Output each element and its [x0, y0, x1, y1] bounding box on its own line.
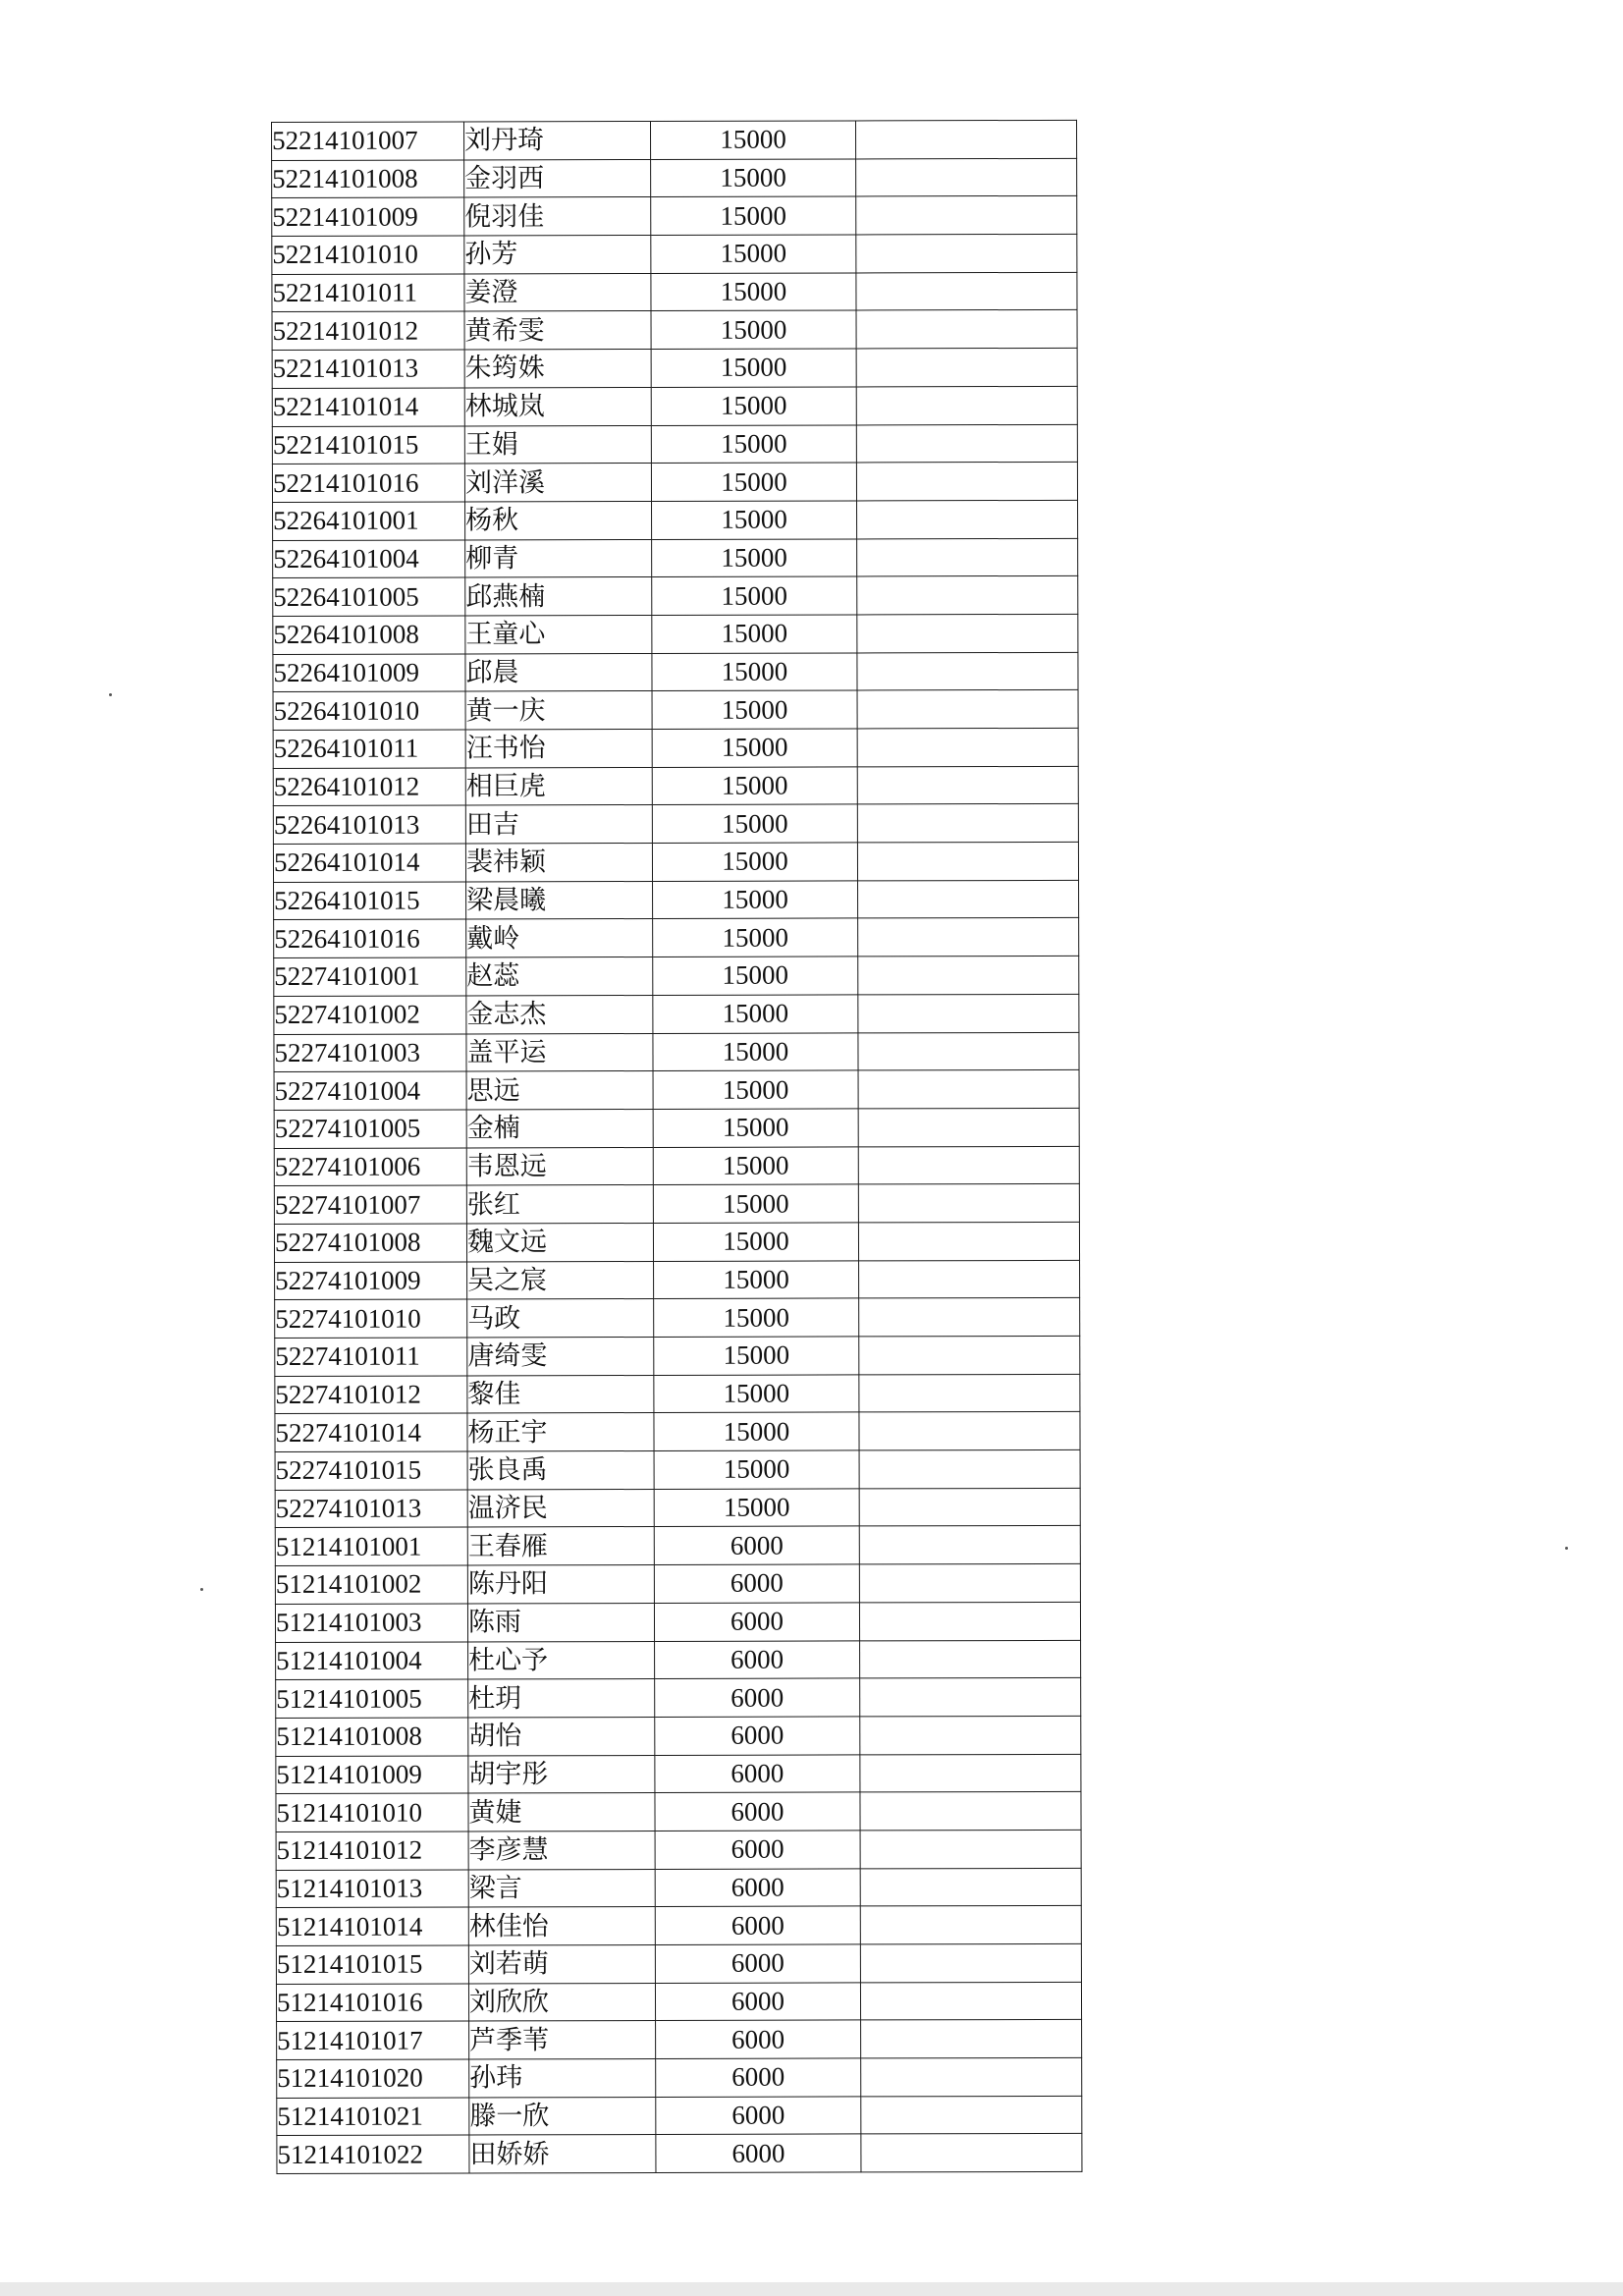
student-name-cell: 张红: [466, 1185, 653, 1224]
note-cell: [859, 1374, 1080, 1412]
student-name-cell: 王娟: [464, 425, 651, 464]
note-cell: [859, 1488, 1080, 1526]
note-cell: [856, 196, 1077, 235]
note-cell: [860, 1754, 1081, 1792]
note-cell: [857, 728, 1078, 766]
note-cell: [857, 614, 1078, 652]
table-row: [272, 158, 1077, 198]
student-id-cell: 52264101014: [273, 844, 465, 882]
table-row: [274, 994, 1079, 1034]
note-cell: [857, 842, 1078, 880]
amount-cell: 6000: [656, 2058, 861, 2097]
amount-cell: 15000: [653, 957, 858, 995]
student-id-cell: 51214101015: [276, 1945, 468, 1984]
student-name-cell: 梁晨曦: [466, 881, 653, 919]
amount-cell: 15000: [651, 235, 856, 273]
table-row: [275, 1563, 1080, 1604]
table-row: [273, 804, 1078, 845]
amount-cell: 6000: [654, 1603, 859, 1641]
student-name-cell: 柳青: [465, 539, 652, 577]
student-id-cell: 52274101001: [274, 957, 466, 996]
table-row: [276, 1678, 1081, 1719]
table-row: [276, 1716, 1081, 1756]
table-row: [277, 2134, 1082, 2174]
amount-cell: 15000: [652, 767, 857, 805]
note-cell: [859, 1602, 1080, 1640]
student-id-cell: 52274101009: [275, 1262, 467, 1300]
table-row: [276, 1943, 1081, 1984]
amount-cell: 6000: [655, 1678, 860, 1717]
table-row: [275, 1602, 1080, 1642]
student-name-cell: 胡宇彤: [468, 1755, 655, 1793]
student-id-cell: 52274101007: [274, 1185, 466, 1224]
amount-cell: 15000: [653, 881, 858, 919]
table-row: [273, 500, 1078, 540]
amount-cell: 6000: [655, 1792, 860, 1831]
scan-speck: [200, 1588, 203, 1591]
student-name-cell: 陈丹阳: [467, 1565, 654, 1604]
table-row: [274, 1146, 1079, 1186]
note-cell: [859, 1336, 1080, 1374]
student-name-cell: 邱晨: [465, 653, 652, 691]
amount-cell: 15000: [653, 1032, 858, 1070]
student-id-cell: 52274101015: [275, 1451, 467, 1490]
table-row: [273, 728, 1078, 768]
note-cell: [856, 272, 1077, 310]
student-name-cell: 杜心予: [468, 1641, 655, 1679]
note-cell: [856, 234, 1077, 272]
student-name-cell: 刘欣欣: [468, 1983, 655, 2021]
table-row: [277, 2020, 1082, 2060]
amount-cell: 15000: [652, 576, 857, 615]
student-name-cell: 汪书怡: [465, 729, 652, 767]
table-row: [274, 880, 1079, 920]
table-row: [275, 1488, 1080, 1528]
student-name-cell: 芦季苇: [469, 2021, 656, 2059]
student-name-cell: 吴之宸: [467, 1261, 654, 1299]
student-id-cell: 52264101016: [274, 919, 466, 957]
amount-cell: 15000: [651, 273, 856, 311]
student-id-cell: 51214101021: [277, 2098, 469, 2136]
scan-speck: [109, 693, 112, 696]
student-name-cell: 金楠: [466, 1109, 653, 1147]
table-row: [273, 652, 1078, 692]
table-row: [272, 348, 1077, 388]
amount-cell: 15000: [653, 1184, 858, 1223]
table-row: [275, 1526, 1080, 1566]
note-cell: [859, 1563, 1080, 1602]
table-row: [276, 1754, 1081, 1794]
amount-cell: 15000: [653, 1070, 858, 1109]
student-id-cell: 52214101014: [272, 388, 464, 426]
table-row: [273, 690, 1078, 731]
table-row: [274, 1032, 1079, 1072]
student-id-cell: 52274101003: [274, 1033, 466, 1071]
student-id-cell: 52274101005: [274, 1110, 466, 1148]
table-row: [276, 1868, 1081, 1908]
note-cell: [858, 918, 1079, 957]
student-id-cell: 52264101010: [273, 691, 465, 730]
student-name-cell: 杨正宇: [467, 1413, 654, 1451]
table-row: [274, 918, 1079, 958]
amount-cell: 15000: [653, 918, 858, 957]
note-cell: [859, 1449, 1080, 1488]
student-id-cell: 52264101011: [273, 730, 465, 768]
note-cell: [856, 348, 1077, 386]
amount-cell: 15000: [653, 995, 858, 1033]
amount-cell: 6000: [655, 1983, 860, 2021]
student-name-cell: 韦恩远: [466, 1147, 653, 1185]
student-name-cell: 李彦慧: [468, 1831, 655, 1869]
student-name-cell: 唐绮雯: [467, 1337, 654, 1375]
note-cell: [860, 1792, 1081, 1831]
amount-cell: 15000: [654, 1375, 859, 1413]
note-cell: [858, 1108, 1079, 1146]
amount-cell: 15000: [651, 310, 856, 349]
note-cell: [860, 1830, 1081, 1868]
student-name-cell: 思远: [466, 1071, 653, 1110]
student-id-cell: 51214101002: [275, 1565, 467, 1604]
note-cell: [860, 1716, 1081, 1754]
table-row: [272, 386, 1077, 426]
student-name-cell: 金羽西: [464, 159, 651, 197]
amount-cell: 6000: [655, 1869, 860, 1907]
amount-cell: 15000: [652, 804, 857, 843]
amount-cell: 6000: [654, 1564, 859, 1603]
note-cell: [857, 766, 1078, 804]
amount-cell: 6000: [655, 1754, 860, 1792]
student-id-cell: 51214101005: [276, 1679, 468, 1718]
table-row: [275, 1374, 1080, 1414]
note-cell: [858, 1146, 1079, 1184]
amount-cell: 15000: [653, 1146, 858, 1184]
student-id-cell: 51214101022: [277, 2135, 469, 2173]
amount-cell: 6000: [656, 2134, 861, 2172]
student-id-cell: 52274101014: [275, 1413, 467, 1451]
note-cell: [861, 2020, 1082, 2058]
note-cell: [860, 1943, 1081, 1982]
student-id-cell: 51214101001: [275, 1527, 467, 1565]
student-id-cell: 52214101008: [272, 160, 464, 198]
student-name-cell: 盖平运: [466, 1033, 653, 1071]
student-id-cell: 52264101005: [273, 577, 465, 616]
table-row: [274, 956, 1079, 996]
amount-cell: 15000: [652, 501, 857, 539]
student-name-cell: 温济民: [467, 1489, 654, 1527]
note-cell: [855, 120, 1076, 158]
student-name-cell: 黄希雯: [464, 311, 651, 350]
scan-bottom-edge: [0, 2282, 1623, 2296]
student-id-cell: 51214101014: [276, 1907, 468, 1945]
student-name-cell: 杨秋: [465, 501, 652, 539]
table-row: [274, 1070, 1079, 1111]
note-cell: [860, 1982, 1081, 2020]
note-cell: [861, 2096, 1082, 2134]
amount-cell: 6000: [655, 1640, 860, 1678]
student-name-cell: 赵蕊: [466, 957, 653, 996]
student-name-cell: 倪羽佳: [464, 197, 651, 236]
note-cell: [861, 2134, 1082, 2172]
student-id-cell: 51214101013: [276, 1870, 468, 1908]
amount-cell: 15000: [651, 196, 856, 235]
note-cell: [856, 310, 1077, 349]
student-id-cell: 52274101002: [274, 996, 466, 1034]
note-cell: [858, 1222, 1079, 1260]
amount-cell: 15000: [654, 1450, 859, 1489]
student-id-cell: 52214101015: [272, 425, 464, 464]
table-row: [275, 1412, 1080, 1452]
scan-speck: [1565, 1547, 1568, 1550]
table-row: [274, 1184, 1079, 1225]
amount-cell: 15000: [654, 1412, 859, 1450]
student-id-cell: 51214101012: [276, 1831, 468, 1870]
student-id-cell: 52264101013: [273, 805, 465, 844]
student-name-cell: 王春雁: [467, 1527, 654, 1565]
note-cell: [858, 1032, 1079, 1070]
amount-cell: 6000: [655, 1944, 860, 1983]
note-cell: [858, 1070, 1079, 1109]
note-cell: [860, 1868, 1081, 1906]
student-name-cell: 裴祎颖: [465, 844, 652, 882]
student-name-cell: 邱燕楠: [465, 577, 652, 616]
student-name-cell: 杜玥: [468, 1679, 655, 1718]
student-id-cell: 52214101011: [272, 274, 464, 312]
note-cell: [856, 158, 1077, 196]
amount-cell: 15000: [651, 121, 856, 159]
note-cell: [857, 576, 1078, 615]
note-cell: [860, 1640, 1081, 1678]
student-id-cell: 52274101011: [275, 1338, 467, 1376]
table-row: [274, 1108, 1079, 1148]
amount-cell: 15000: [652, 615, 857, 653]
student-id-cell: 52264101008: [273, 616, 465, 654]
table-row: [275, 1336, 1080, 1376]
student-name-cell: 滕一欣: [469, 2097, 656, 2135]
note-cell: [856, 463, 1077, 501]
note-cell: [856, 386, 1077, 424]
amount-cell: 15000: [651, 387, 856, 425]
student-id-cell: 51214101003: [275, 1604, 467, 1642]
student-name-cell: 王童心: [465, 615, 652, 653]
student-id-cell: 52264101012: [273, 768, 465, 806]
student-name-cell: 胡怡: [468, 1717, 655, 1755]
table-row: [273, 766, 1078, 806]
student-name-cell: 黄婕: [468, 1793, 655, 1831]
student-name-cell: 刘丹琦: [464, 121, 651, 159]
amount-cell: 15000: [651, 463, 856, 501]
amount-cell: 15000: [652, 729, 857, 767]
table-row: [273, 538, 1078, 578]
student-id-cell: 52214101016: [272, 464, 464, 502]
student-name-cell: 黄一庆: [465, 691, 652, 730]
student-id-cell: 51214101020: [277, 2059, 469, 2098]
student-id-cell: 52274101012: [275, 1376, 467, 1414]
table-row: [273, 614, 1078, 654]
student-name-cell: 戴岭: [466, 919, 653, 957]
student-id-cell: 52274101010: [275, 1299, 467, 1338]
table-row: [276, 1792, 1081, 1832]
student-id-cell: 52274101004: [274, 1071, 466, 1110]
student-id-cell: 52264101001: [273, 502, 465, 540]
amount-cell: 15000: [654, 1489, 859, 1527]
student-name-cell: 田娇娇: [469, 2135, 656, 2173]
note-cell: [858, 880, 1079, 918]
student-name-cell: 张良禹: [467, 1451, 654, 1490]
amount-cell: 15000: [654, 1261, 859, 1299]
table-row: [274, 1222, 1079, 1262]
table-row: [276, 1982, 1081, 2022]
student-name-cell: 田吉: [465, 805, 652, 844]
table-row: [276, 1830, 1081, 1870]
table-row: [277, 2057, 1082, 2098]
student-id-cell: 51214101004: [276, 1641, 468, 1679]
note-cell: [858, 1184, 1079, 1223]
amount-cell: 15000: [651, 349, 856, 387]
amount-cell: 15000: [652, 539, 857, 577]
student-name-cell: 孙芳: [464, 236, 651, 274]
amount-cell: 6000: [655, 1717, 860, 1755]
student-name-cell: 林城岚: [464, 387, 651, 425]
table-row: [272, 234, 1077, 274]
table-row: [275, 1449, 1080, 1490]
amount-cell: 15000: [654, 1337, 859, 1375]
student-id-cell: 52214101007: [272, 122, 464, 160]
amount-cell: 15000: [652, 690, 857, 729]
note-cell: [859, 1412, 1080, 1450]
amount-cell: 15000: [652, 653, 857, 691]
table-row: [272, 424, 1077, 465]
note-cell: [859, 1526, 1080, 1564]
note-cell: [857, 538, 1078, 576]
note-cell: [859, 1260, 1080, 1298]
student-name-cell: 陈雨: [467, 1603, 654, 1641]
student-id-cell: 51214101017: [277, 2021, 469, 2059]
table-row: [276, 1640, 1081, 1680]
student-name-cell: 孙玮: [469, 2059, 656, 2098]
roster-table: [271, 120, 1082, 2174]
note-cell: [861, 2057, 1082, 2096]
amount-cell: 15000: [653, 1109, 858, 1147]
table-row: [272, 310, 1077, 351]
table-row: [272, 196, 1077, 237]
note-cell: [857, 690, 1078, 729]
student-name-cell: 金志杰: [466, 995, 653, 1033]
note-cell: [858, 956, 1079, 994]
note-cell: [859, 1298, 1080, 1337]
amount-cell: 15000: [653, 1223, 858, 1261]
student-id-cell: 51214101016: [276, 1984, 468, 2022]
student-id-cell: 52214101009: [272, 197, 464, 236]
student-name-cell: 魏文远: [466, 1223, 653, 1261]
amount-cell: 15000: [652, 843, 857, 881]
student-id-cell: 51214101008: [276, 1718, 468, 1756]
student-id-cell: 52264101009: [273, 654, 465, 692]
student-name-cell: 刘若萌: [468, 1944, 655, 1983]
table-row: [272, 463, 1077, 503]
student-name-cell: 马政: [467, 1299, 654, 1338]
student-id-cell: 52214101010: [272, 236, 464, 274]
note-cell: [860, 1906, 1081, 1944]
table-row: [277, 2096, 1082, 2136]
student-id-cell: 52274101006: [274, 1148, 466, 1186]
roster-table-body: [272, 120, 1082, 2173]
student-name-cell: 朱筠姝: [464, 350, 651, 388]
student-id-cell: 51214101009: [276, 1756, 468, 1794]
student-id-cell: 52214101012: [272, 311, 464, 350]
table-row: [275, 1260, 1080, 1300]
note-cell: [857, 652, 1078, 690]
student-name-cell: 梁言: [468, 1869, 655, 1907]
table-row: [275, 1298, 1080, 1339]
amount-cell: 15000: [654, 1298, 859, 1337]
amount-cell: 6000: [655, 1831, 860, 1869]
note-cell: [857, 804, 1078, 843]
note-cell: [856, 424, 1077, 463]
table-row: [272, 272, 1077, 312]
amount-cell: 6000: [656, 2020, 861, 2058]
table-row: [272, 120, 1077, 160]
student-id-cell: 52214101013: [272, 350, 464, 388]
student-id-cell: 52264101004: [273, 540, 465, 578]
note-cell: [858, 994, 1079, 1032]
table-row: [276, 1906, 1081, 1946]
student-name-cell: 林佳怡: [468, 1907, 655, 1945]
student-name-cell: 刘洋溪: [464, 464, 651, 502]
table-row: [273, 576, 1078, 617]
student-id-cell: 52264101015: [274, 882, 466, 920]
amount-cell: 15000: [651, 159, 856, 197]
table-row: [273, 842, 1078, 882]
student-name-cell: 黎佳: [467, 1375, 654, 1413]
student-id-cell: 52274101013: [275, 1490, 467, 1528]
student-id-cell: 51214101010: [276, 1793, 468, 1831]
amount-cell: 6000: [656, 2097, 861, 2135]
note-cell: [857, 500, 1078, 538]
student-name-cell: 相巨虎: [465, 767, 652, 805]
amount-cell: 6000: [654, 1526, 859, 1564]
student-name-cell: 姜澄: [464, 273, 651, 311]
student-id-cell: 52274101008: [274, 1224, 466, 1262]
amount-cell: 15000: [651, 424, 856, 463]
note-cell: [860, 1678, 1081, 1717]
amount-cell: 6000: [655, 1906, 860, 1944]
